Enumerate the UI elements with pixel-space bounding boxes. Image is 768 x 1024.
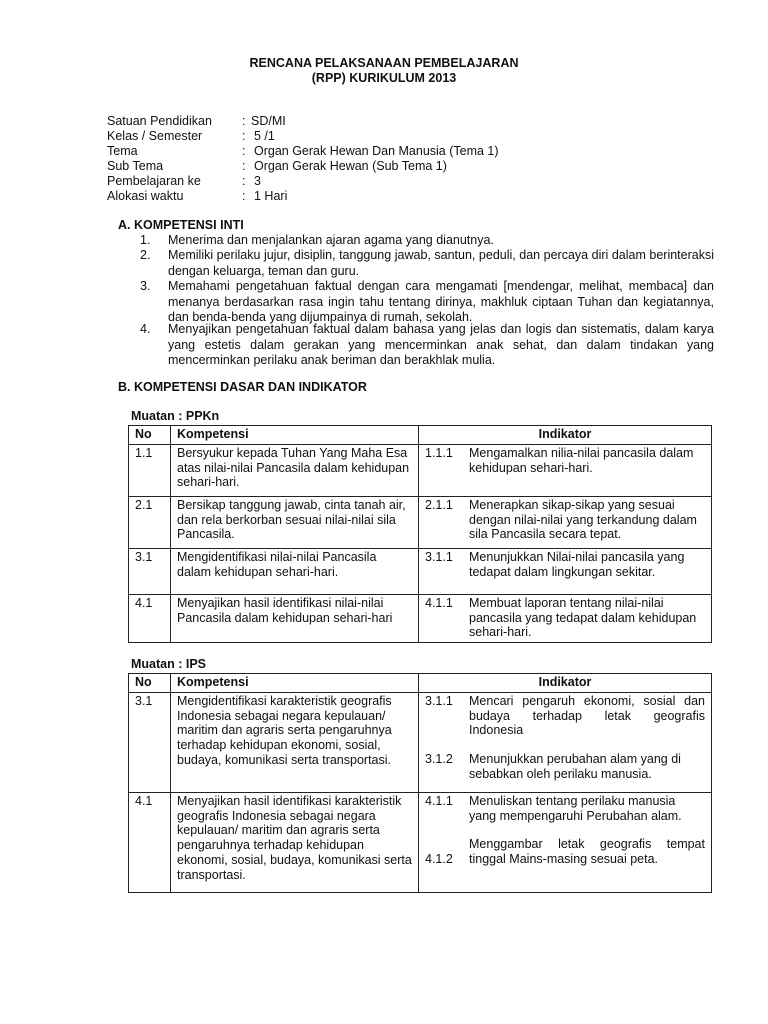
cell-no: 3.1 — [129, 692, 171, 792]
indikator-item — [425, 550, 705, 580]
cell-indikator — [419, 444, 712, 496]
meta-colon: : — [242, 174, 246, 188]
table-row — [129, 496, 712, 548]
table-row — [129, 594, 712, 642]
header-no: No — [129, 674, 171, 693]
cell-kompetensi: Bersyukur kepada Tuhan Yang Maha Esa atas nilai-nilai Pancasila dalam kehidupan sehari-hari. — [171, 444, 419, 496]
table-header-row — [129, 674, 712, 693]
indikator-code: 4.1.2 — [425, 852, 453, 867]
header-kompetensi: Kompetensi — [171, 426, 419, 445]
meta-label: Alokasi waktu — [107, 189, 184, 203]
cell-indikator — [419, 548, 712, 594]
meta-colon: : — [242, 144, 246, 158]
muatan-ppkn-label: Muatan : PPKn — [131, 409, 220, 423]
cell-indikator — [419, 692, 712, 792]
indikator-code: 2.1.1 — [425, 497, 453, 512]
meta-colon: : — [242, 114, 246, 128]
indikator-text: Membuat laporan tentang nilai-nilai pancasila yang tedapat dalam kehidupan sehari-hari. — [469, 595, 697, 640]
indikator-code: 3.1.1 — [425, 549, 453, 564]
meta-label: Pembelajaran ke — [107, 174, 201, 188]
ips-table — [128, 673, 712, 893]
indikator-code: 4.1.1 — [425, 595, 453, 610]
indikator-item — [425, 596, 705, 640]
ki-number: 1. — [140, 233, 151, 247]
cell-kompetensi: Mengidentifikasi nilai-nilai Pancasila dalam kehidupan sehari-hari. — [171, 548, 419, 594]
indikator-code: 3.1.1 — [425, 693, 453, 708]
meta-colon: : — [242, 129, 246, 143]
cell-no: 1.1 — [129, 444, 171, 496]
ki-text: Memahami pengetahuan faktual dengan cara mengamati [mendengar, melihat, membaca] dan menanya berdasarkan rasa ingin tahu tentang dirinya, makhluk ciptaan Tuhan dan kegiatannya, dan benda-benda yang dijumpainya di rumah, sekolah. — [168, 279, 714, 324]
cell-indikator — [419, 496, 712, 548]
indikator-text: Mencari pengaruh ekonomi, sosial dan budaya terhadap letak geografis Indonesia — [469, 693, 705, 738]
cell-no: 4.1 — [129, 792, 171, 892]
cell-no: 2.1 — [129, 496, 171, 548]
meta-value: SD/MI — [251, 114, 286, 128]
indikator-text: Menunjukkan Nilai-nilai pancasila yang tedapat dalam lingkungan sekitar. — [469, 549, 685, 579]
meta-label: Satuan Pendidikan — [107, 114, 212, 128]
meta-value: 1 Hari — [254, 189, 288, 203]
cell-kompetensi: Mengidentifikasi karakteristik geografis Indonesia sebagai negara kepulauan/ maritim dan agraris serta pengaruhnya terhadap kehidupan ekonomi, sosial, budaya, komunikasi serta transportasi. — [171, 692, 419, 792]
document-title: RENCANA PELAKSANAAN PEMBELAJARAN — [249, 56, 519, 70]
indikator-item — [425, 694, 705, 738]
header-no: No — [129, 426, 171, 445]
meta-value: Organ Gerak Hewan (Sub Tema 1) — [254, 159, 447, 173]
section-a-heading: A. KOMPETENSI INTI — [118, 218, 244, 232]
meta-value: 3 — [254, 174, 261, 188]
cell-kompetensi: Menyajikan hasil identifikasi nilai-nilai Pancasila dalam kehidupan sehari-hari — [171, 594, 419, 642]
section-b-heading: B. KOMPETENSI DASAR DAN INDIKATOR — [118, 380, 367, 394]
cell-kompetensi: Bersikap tanggung jawab, cinta tanah air, dan rela berkorban sesuai nilai-nilai sila Pancasila. — [171, 496, 419, 548]
header-indikator: Indikator — [419, 674, 712, 693]
document-subtitle: (RPP) KURIKULUM 2013 — [311, 71, 457, 85]
meta-label: Tema — [107, 144, 138, 158]
cell-no: 4.1 — [129, 594, 171, 642]
indikator-code: 1.1.1 — [425, 445, 453, 460]
header-indikator: Indikator — [419, 426, 712, 445]
ki-number: 2. — [140, 248, 151, 262]
indikator-text: Menerapkan sikap-sikap yang sesuai dengan nilai-nilai yang terkandung dalam sila Pancasila secara tepat. — [469, 497, 697, 542]
header-kompetensi: Kompetensi — [171, 674, 419, 693]
ki-text: Memiliki perilaku jujur, disiplin, tanggung jawab, santun, peduli, dan percaya diri dalam berinteraksi dengan keluarga, teman dan guru. — [168, 248, 714, 278]
ppkn-table — [128, 425, 712, 643]
indikator-item — [425, 794, 705, 824]
indikator-item — [425, 446, 705, 476]
ki-text: Menyajikan pengetahuan faktual dalam bahasa yang jelas dan logis dan sistematis, dalam karya yang estetis dalam gerakan yang mencerminkan anak sehat, dan dalam tindakan yang mencerminkan perilaku anak beriman dan berakhlak mulia. — [168, 322, 714, 367]
indikator-text: Menuliskan tentang perilaku manusia yang mempengaruhi Perubahan alam. — [469, 793, 682, 823]
table-row — [129, 692, 712, 792]
indikator-text: Menggambar letak geografis tempat tinggal Mains-masing sesuai peta. — [469, 837, 705, 867]
table-header-row — [129, 426, 712, 445]
indikator-item — [425, 837, 705, 867]
meta-value: Organ Gerak Hewan Dan Manusia (Tema 1) — [254, 144, 499, 158]
cell-no: 3.1 — [129, 548, 171, 594]
indikator-code: 3.1.2 — [425, 752, 453, 767]
ki-number: 4. — [140, 322, 151, 336]
meta-colon: : — [242, 159, 246, 173]
table-row — [129, 548, 712, 594]
indikator-text: Mengamalkan nilia-nilai pancasila dalam kehidupan sehari-hari. — [469, 445, 694, 475]
meta-label: Sub Tema — [107, 159, 164, 173]
table-row — [129, 444, 712, 496]
cell-indikator — [419, 594, 712, 642]
cell-kompetensi: Menyajikan hasil identifikasi karakteristik geografis Indonesia sebagai negara kepulauan/ maritim dan agraris serta pengaruhnya terhadap kehidupan ekonomi, sosial, budaya, komunikasi serta transportasi. — [171, 792, 419, 892]
indikator-item — [425, 752, 705, 782]
indikator-spacer — [425, 823, 705, 837]
ki-text: Menerima dan menjalankan ajaran agama yang dianutnya. — [168, 233, 494, 247]
indikator-code: 4.1.1 — [425, 793, 453, 808]
meta-value: 5 /1 — [254, 129, 275, 143]
ki-number: 3. — [140, 279, 151, 293]
meta-label: Kelas / Semester — [107, 129, 203, 143]
indikator-spacer — [425, 738, 705, 752]
meta-colon: : — [242, 189, 246, 203]
indikator-item — [425, 498, 705, 542]
table-row — [129, 792, 712, 892]
indikator-text: Menunjukkan perubahan alam yang di sebabkan oleh perilaku manusia. — [469, 752, 681, 781]
cell-indikator — [419, 792, 712, 892]
muatan-ips-label: Muatan : IPS — [131, 657, 207, 671]
